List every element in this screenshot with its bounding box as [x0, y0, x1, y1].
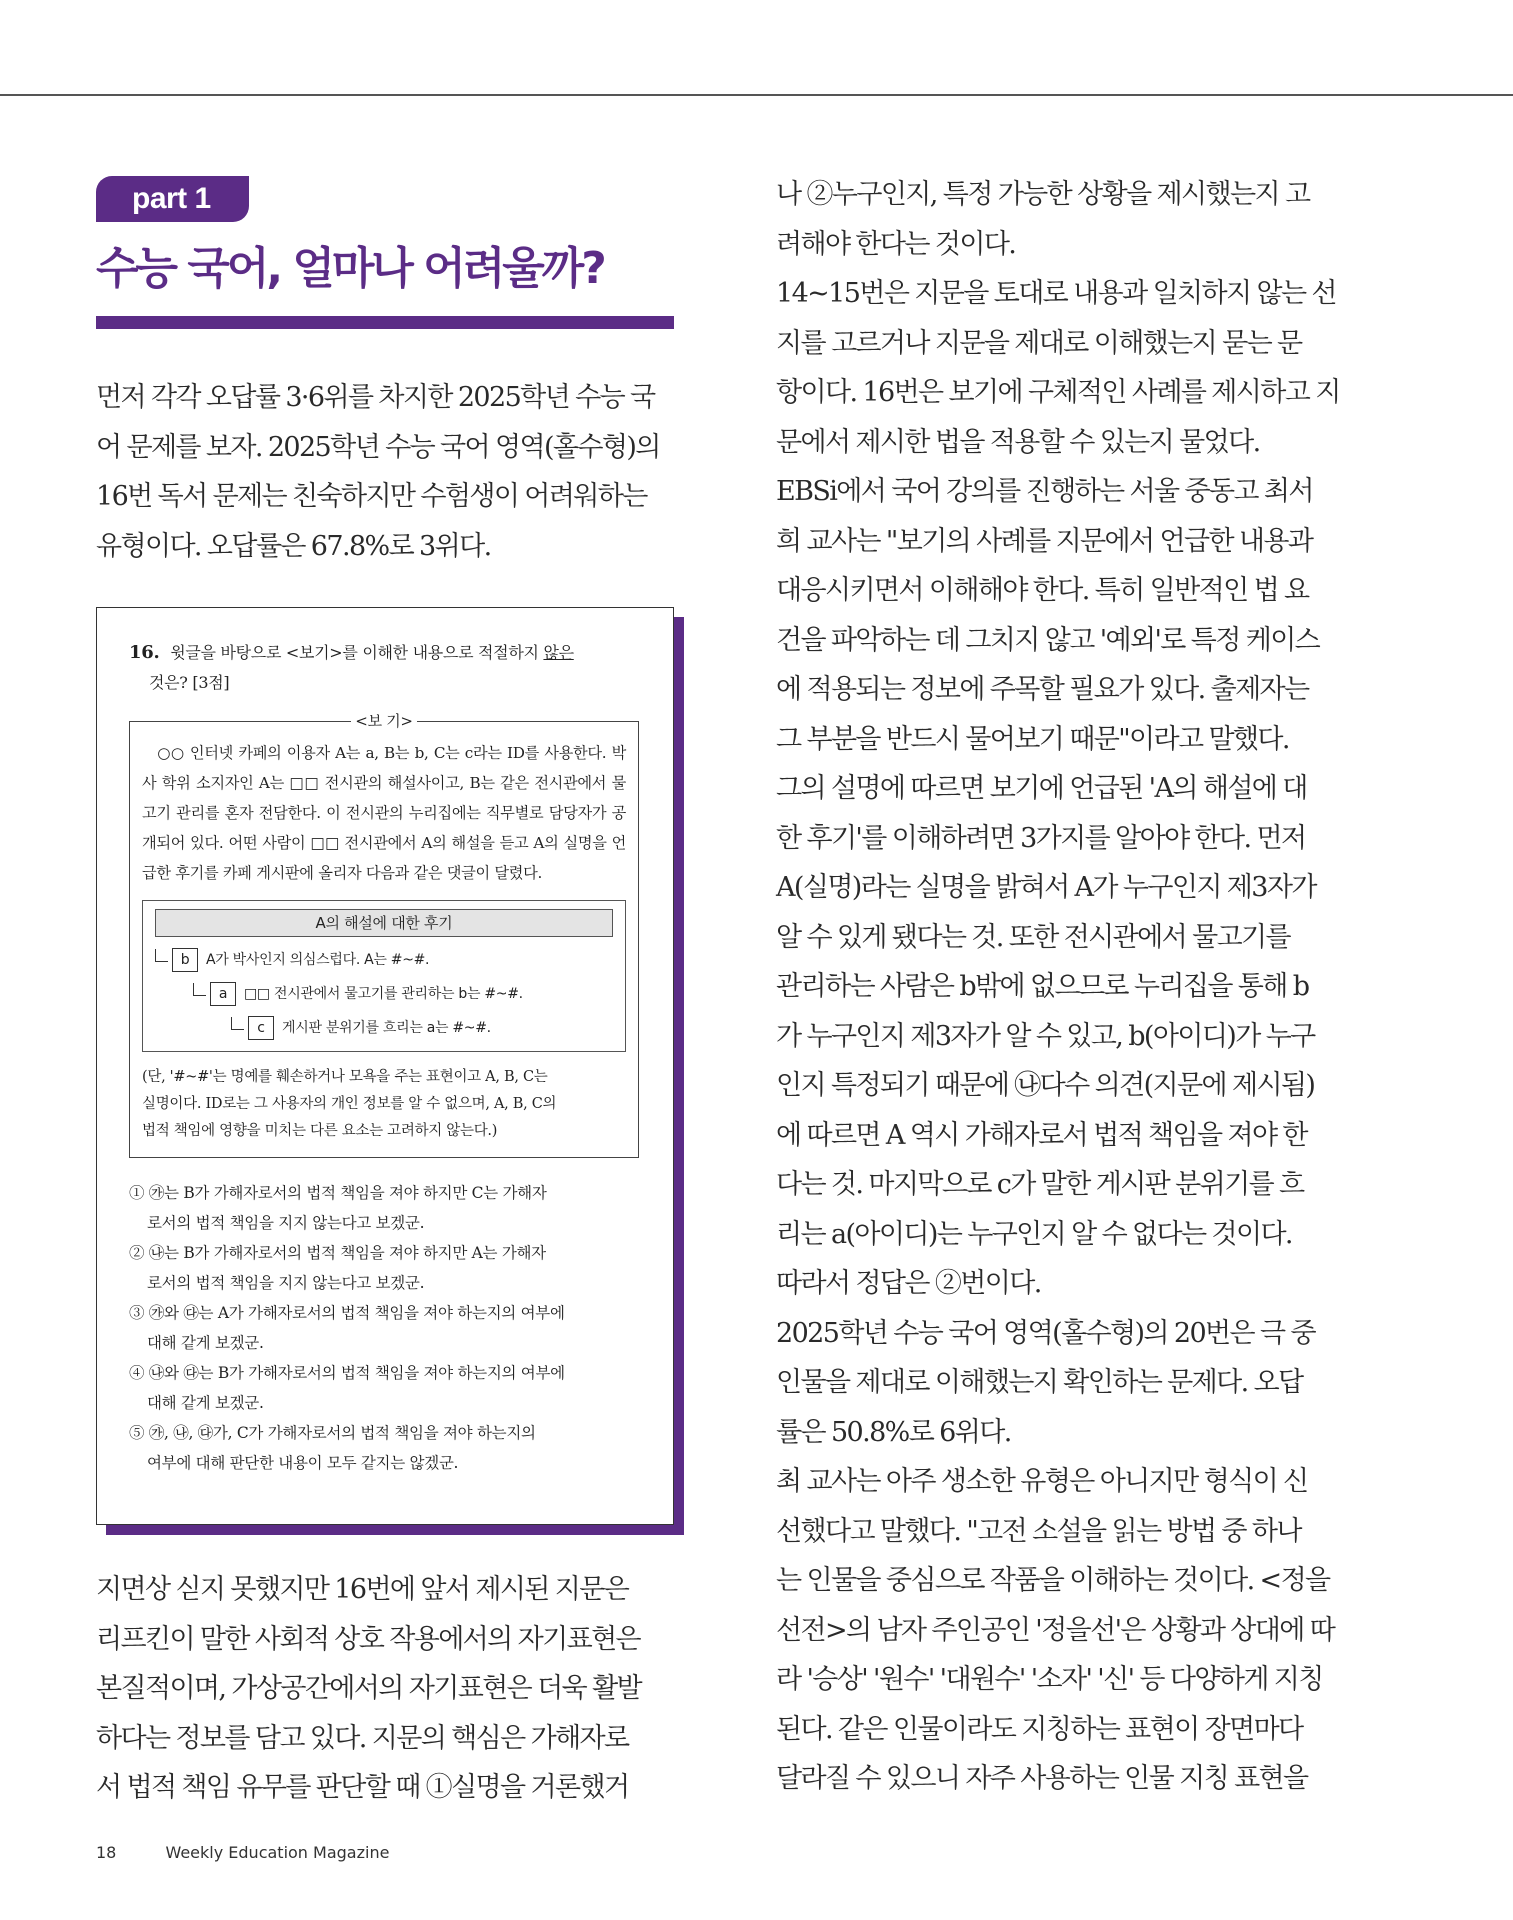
reply-id: b	[172, 948, 198, 972]
part-badge: part 1	[96, 176, 249, 222]
option-line: 대해 같게 보겠군.	[147, 1394, 264, 1412]
bogi-passage	[142, 738, 626, 888]
reply-id: a	[210, 982, 236, 1006]
answer-option-5	[129, 1418, 639, 1478]
answer-option-1	[129, 1178, 639, 1238]
magazine-name: Weekly Education Magazine	[165, 1843, 390, 1862]
question-underlined: 않은	[543, 643, 574, 662]
option-line: 대해 같게 보겠군.	[147, 1334, 264, 1352]
text-line: 다는 것. 마지막으로 c가 말한 게시판 분위기를 흐	[776, 1169, 1304, 1200]
text-line: 에 따르면 A 역시 가해자로서 법적 책임을 져야 한	[776, 1119, 1307, 1151]
text-line: EBSi에서 국어 강의를 진행하는 서울 중동고 최서	[776, 476, 1313, 507]
text-line: 된다. 같은 인물이라도 지칭하는 표현이 장면마다	[776, 1713, 1303, 1745]
text-line: 에 적용되는 정보에 주목할 필요가 있다. 출제자는	[776, 674, 1309, 705]
text-line: 관리하는 사람은 b밖에 없으므로 누리집을 통해 b	[776, 971, 1309, 1002]
reply-1	[155, 943, 613, 977]
option-line: 여부에 대해 판단한 내용이 모두 같지는 않겠군.	[147, 1454, 459, 1472]
text-line: 라 '승상' '원수' '대원수' '소자' '신' 등 다양하게 지칭	[776, 1664, 1323, 1695]
text-line: 그의 설명에 따르면 보기에 언급된 'A의 해설에 대	[776, 773, 1307, 804]
text-line: 나 ②누구인지, 특정 가능한 상황을 제시했는지 고	[776, 179, 1310, 210]
exam-question-figure	[96, 607, 674, 1525]
bogi-line: □□ 전시관에서 A의 해설을 듣고 A의 실명을 언급한 후기를	[142, 834, 627, 882]
option-line: ① ㉮는 B가 가해자로서의 법적 책임을 져야 하지만 C는 가해자	[129, 1184, 547, 1202]
text-line: 인물을 제대로 이해했는지 확인하는 문제다. 오답	[776, 1367, 1303, 1398]
text-line: 문에서 제시한 법을 적용할 수 있는지 물었다.	[776, 426, 1260, 458]
text-line: 한 후기'를 이해하려면 3가지를 알아야 한다. 먼저	[776, 822, 1306, 854]
left-column	[96, 176, 674, 1813]
headline-rule	[96, 316, 674, 329]
text-line: 선전>의 남자 주인공인 '정을선'은 상황과 상대에 따	[776, 1614, 1335, 1646]
reply-arrow-icon	[231, 1017, 244, 1030]
text-line: 리프킨이 말한 사회적 상호 작용에서의 자기표현은	[96, 1623, 641, 1655]
text-line: 알 수 있게 됐다는 것. 또한 전시관에서 물고기를	[776, 921, 1291, 953]
answer-option-4	[129, 1358, 639, 1418]
text-line: 대응시키면서 이해해야 한다. 특히 일반적인 법 요	[776, 575, 1309, 606]
text-line: 인지 특정되기 때문에 ㉯다수 의견(지문에 제시됨)	[776, 1070, 1315, 1101]
question-stem	[129, 638, 639, 668]
question-number: 16.	[129, 642, 160, 663]
reply-id: c	[248, 1016, 274, 1040]
text-line: 률은 50.8%로 6위다.	[776, 1416, 1011, 1448]
reply-2	[155, 977, 613, 1011]
bogi-line: ○○ 인터넷 카페의 이용자 A는 a, B는 b, C는 c라는 ID를	[157, 744, 539, 762]
answer-option-2	[129, 1238, 639, 1298]
text-line: 어 문제를 보자. 2025학년 수능 국어 영역(홀수형)의	[96, 431, 660, 463]
intro-paragraph	[96, 373, 674, 571]
reply-3	[155, 1011, 613, 1045]
bogi-line: 누리집에는 직무별로 담당자가 공개되어 있다. 어떤 사람이	[142, 804, 627, 852]
option-line: 로서의 법적 책임을 지지 않는다고 보겠군.	[147, 1274, 425, 1292]
text-line: 달라질 수 있으니 자주 사용하는 인물 지칭 표현을	[776, 1763, 1308, 1794]
text-line: 리는 a(아이디)는 누구인지 알 수 없다는 것이다.	[776, 1218, 1292, 1250]
text-line: A(실명)라는 실명을 밝혀서 A가 누구인지 제3자가	[776, 872, 1316, 903]
bogi-line: 카페 게시판에 올리자 다음과 같은 댓글이 달렸다.	[222, 864, 543, 882]
note-line: 실명이다. ID로는 그 사용자의 개인 정보를 알 수 없으며, A, B, C의	[142, 1096, 557, 1112]
text-line: 서 법적 책임 유무를 판단할 때 ①실명을 거론했거	[96, 1772, 629, 1803]
option-line: ④ ㉯와 ㉰는 B가 가해자로서의 법적 책임을 져야 하는지의 여부에	[129, 1364, 565, 1382]
bogi-box	[129, 721, 639, 1158]
text-line: 가 누구인지 제3자가 알 수 있고, b(아이디)가 누구	[776, 1020, 1315, 1052]
question-stem-cont: 것은? [3점]	[149, 673, 230, 692]
page-number: 18	[96, 1843, 117, 1862]
note-line: 법적 책임에 영향을 미치는 다른 요소는 고려하지 않는다.)	[142, 1123, 498, 1139]
text-line: 하다는 정보를 담고 있다. 지문의 핵심은 가해자로	[96, 1722, 629, 1754]
answer-option-3	[129, 1298, 639, 1358]
bogi-line: 사용한다. 박사 학위 소지자인 A는 □□ 전시관의 해설사이고,	[142, 744, 626, 792]
reply-text: 게시판 분위기를 흐리는 a는 #~#.	[282, 1020, 491, 1036]
text-line: 본질적이며, 가상공간에서의 자기표현은 더욱 활발	[96, 1673, 642, 1704]
bogi-line: B는 같은 전시관에서 물고기 관리를 혼자 전담한다. 이 전시관의	[142, 774, 626, 822]
reply-text: A가 박사인지 의심스럽다. A는 #~#.	[206, 952, 430, 968]
bogi-note	[142, 1064, 626, 1145]
option-line: 로서의 법적 책임을 지지 않는다고 보겠군.	[147, 1214, 425, 1232]
answer-options	[129, 1178, 639, 1478]
text-line: 2025학년 수능 국어 영역(홀수형)의 20번은 극 중	[776, 1317, 1315, 1349]
option-line: ⑤ ㉮, ㉯, ㉰가, C가 가해자로서의 법적 책임을 져야 하는지의	[129, 1424, 536, 1442]
reply-arrow-icon	[193, 983, 206, 996]
reply-text: □□ 전시관에서 물고기를 관리하는 b는 #~#.	[244, 986, 523, 1002]
review-title: A의 해설에 대한 후기	[155, 909, 613, 937]
page-footer	[96, 1843, 389, 1862]
text-line: 려해야 한다는 것이다.	[776, 228, 1016, 260]
text-line: 지를 고르거나 지문을 제대로 이해했는지 묻는 문	[776, 327, 1302, 359]
text-line: 지면상 싣지 못했지만 16번에 앞서 제시된 지문은	[96, 1574, 629, 1605]
text-line: 건을 파악하는 데 그치지 않고 '예외'로 특정 케이스	[776, 624, 1320, 656]
text-line: 유형이다. 오답률은 67.8%로 3위다.	[96, 530, 491, 562]
question-text: 윗글을 바탕으로 <보기>를 이해한 내용으로 적절하지	[170, 643, 539, 662]
text-line: 최 교사는 아주 생소한 유형은 아니지만 형식이 신	[776, 1466, 1308, 1497]
right-body-text	[776, 170, 1354, 1804]
option-line: ③ ㉮와 ㉰는 A가 가해자로서의 법적 책임을 져야 하는지의 여부에	[129, 1304, 565, 1322]
review-post	[142, 900, 626, 1052]
text-line: 그 부분을 반드시 물어보기 때문"이라고 말했다.	[776, 723, 1289, 755]
top-rule	[0, 94, 1513, 96]
text-line: 선했다고 말했다. "고전 소설을 읽는 방법 중 하나	[776, 1515, 1301, 1547]
after-paragraph	[96, 1565, 674, 1813]
option-line: ② ㉯는 B가 가해자로서의 법적 책임을 져야 하지만 A는 가해자	[129, 1244, 546, 1262]
bogi-title-text: <보 기>	[351, 712, 416, 730]
text-line: 먼저 각각 오답률 3·6위를 차지한 2025학년 수능 국	[96, 382, 655, 413]
note-line: (단, '#~#'는 명예를 훼손하거나 모욕을 주는 표현이고 A, B, C는	[142, 1069, 548, 1085]
exam-box	[96, 607, 674, 1525]
text-line: 희 교사는 "보기의 사례를 지문에서 언급한 내용과	[776, 525, 1313, 557]
text-line: 따라서 정답은 ②번이다.	[776, 1268, 1041, 1299]
text-line: 16번 독서 문제는 친숙하지만 수험생이 어려워하는	[96, 481, 647, 512]
text-line: 는 인물을 중심으로 작품을 이해하는 것이다. <정을	[776, 1565, 1330, 1596]
text-line: 항이다. 16번은 보기에 구체적인 사례를 제시하고 지	[776, 377, 1340, 408]
right-column	[776, 170, 1354, 1804]
text-line: 14~15번은 지문을 토대로 내용과 일치하지 않는 선	[776, 278, 1336, 309]
reply-arrow-icon	[155, 949, 168, 962]
headline: 수능 국어, 얼마나 어려울까?	[96, 243, 604, 294]
